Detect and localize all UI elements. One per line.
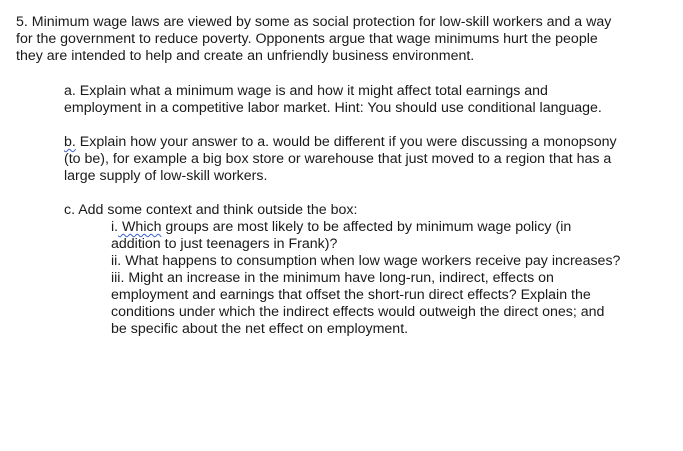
part-c-item-i-line-1-text: groups are most likely to be affected by minimum wage policy (in [161, 219, 572, 235]
part-c-item-iii-line-2: employment and earnings that offset the short-run direct effects? Explain the [111, 287, 591, 303]
part-c-item-i-line-1 [111, 219, 571, 236]
part-c-heading: c. Add some context and think outside the box: [64, 202, 358, 218]
part-b-marker: b. [64, 134, 76, 150]
part-c-item-iii-line-4: be specific about the net effect on employment. [111, 321, 409, 337]
question-intro-line-3: they are intended to help and create an unfriendly business environment. [16, 48, 475, 64]
part-b-line-1 [64, 134, 617, 151]
question-intro-line-2: for the government to reduce poverty. Opponents argue that wage minimums hurt the people [16, 31, 598, 47]
part-c-item-i-line-2: addition to just teenagers in Frank)? [111, 236, 338, 252]
part-a-line-2: employment in a competitive labor market. Hint: You should use conditional language. [64, 100, 602, 116]
part-c-item-i-squiggle-word: Which [118, 219, 162, 235]
part-c-item-iii-line-1: iii. Might an increase in the minimum have long-run, indirect, effects on [111, 270, 554, 286]
part-c-item-i-marker: i. [111, 219, 119, 235]
part-c-item-iii-line-3: conditions under which the indirect effects would outweigh the direct ones; and [111, 304, 605, 320]
part-b-line-3: large supply of low-skill workers. [64, 168, 268, 184]
question-intro-line-1: 5. Minimum wage laws are viewed by some as social protection for low-skill workers and a way [16, 14, 612, 30]
part-a-line-1: a. Explain what a minimum wage is and how it might affect total earnings and [64, 83, 548, 99]
part-c-item-ii: ii. What happens to consumption when low wage workers receive pay increases? [111, 253, 621, 269]
part-b-line-2: (to be), for example a big box store or warehouse that just moved to a region that has a [64, 151, 612, 167]
part-b-line-1-text: Explain how your answer to a. would be different if you were discussing a monopsony [75, 134, 617, 150]
